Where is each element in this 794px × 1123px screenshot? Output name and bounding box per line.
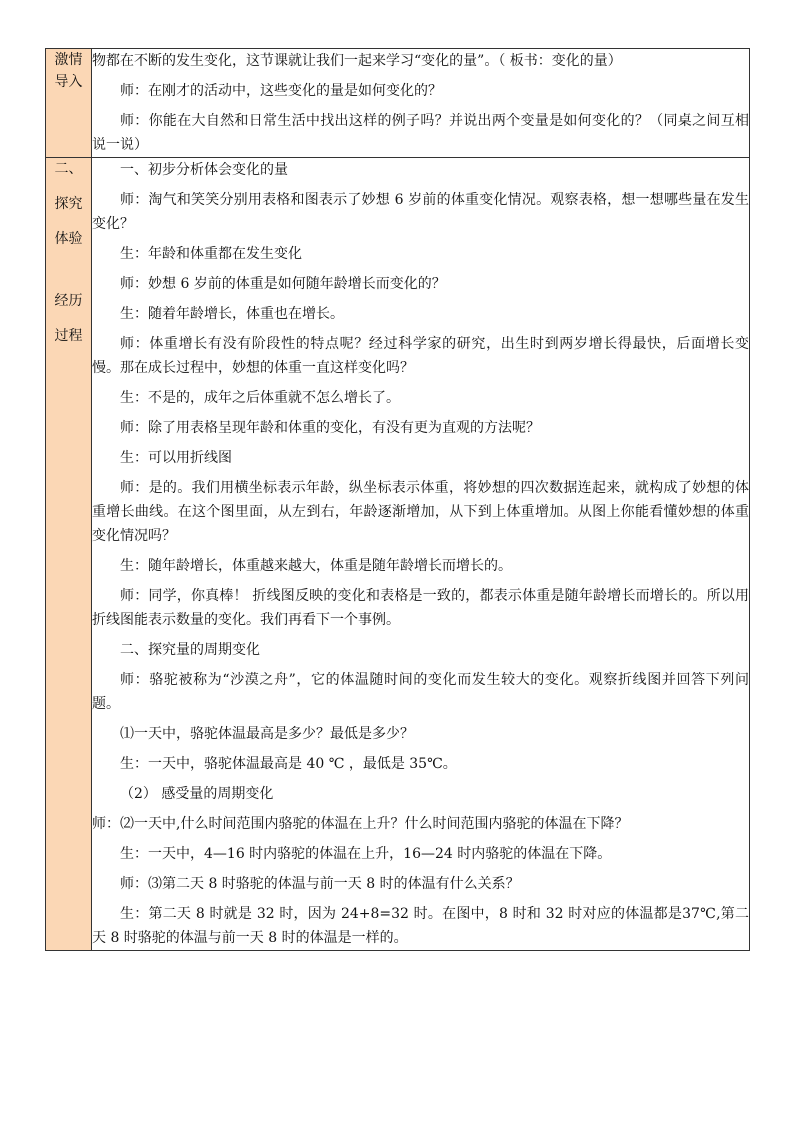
paragraph: 二、探究量的周期变化 (120, 642, 260, 658)
paragraph: 生：不是的，成年之后体重就不怎么增长了。 (120, 390, 400, 406)
section-label-intro (46, 49, 92, 158)
paragraph: 生：随着年龄增长，体重也在增长。 (120, 306, 344, 322)
paragraph: 师：妙想 6 岁前的体重是如何随年龄增长而变化的？ (120, 276, 446, 292)
paragraph: 生：一天中，骆驼体温最高是 40 ℃ ，最低是 35℃。 (120, 756, 457, 772)
paragraph: 师：同学，你真棒！ 折线图反映的变化和表格是一致的，都表示体重是随年龄增长而增长的。所以用折线图能表示数量的变化。我们再看下一个事例。 (92, 588, 749, 628)
label-line: 激情 (54, 52, 83, 68)
section-content-intro (92, 49, 750, 158)
paragraph: 师：淘气和笑笑分别用表格和图表示了妙想 6 岁前的体重变化情况。观察表格，想一想哪些量在发生变化？ (92, 192, 749, 232)
paragraph: 师：在刚才的活动中，这些变化的量是如何变化的？ (120, 83, 442, 99)
label-line: 二、 (54, 161, 83, 177)
label-line: 体验 (54, 231, 83, 247)
section-content-explore (92, 158, 750, 951)
label-line: 导入 (54, 74, 83, 90)
paragraph: 师：⑶第二天 8 时骆驼的体温与前一天 8 时的体温有什么关系？ (120, 876, 520, 892)
paragraph: 物都在不断的发生变化，这节课就让我们一起来学习“变化的量”。（ 板书：变化的量） (92, 53, 622, 69)
paragraph: 师：骆驼被称为“沙漠之舟”，它的体温随时间的变化而发生较大的变化。观察折线图并回答下列问题。 (92, 672, 749, 712)
section-label-explore (46, 158, 92, 951)
paragraph: 生：第二天 8 时就是 32 时，因为 24+8=32 时。在图中，8 时和 32 时对应的体温都是37℃,第二天 8 时骆驼的体温与前一天 8 时的体温是一样的。 (92, 906, 749, 946)
paragraph: 师：除了用表格呈现年龄和体重的变化，有没有更为直观的方法呢？ (120, 420, 540, 436)
paragraph: ⑴一天中，骆驼体温最高是多少？最低是多少？ (120, 726, 414, 742)
paragraph: 师：是的。我们用横坐标表示年龄，纵坐标表示体重，将妙想的四次数据连起来，就构成了妙想的体重增长曲线。在这个图里面，从左到右，年龄逐渐增加，从下到上体重增加。从图上你能看懂妙想的体重变化情况吗？ (92, 480, 749, 544)
label-line: 探究 (54, 196, 83, 212)
paragraph: 一、初步分析体会变化的量 (120, 162, 288, 178)
paragraph: 师：体重增长有没有阶段性的特点呢？经过科学家的研究，出生时到两岁增长得最快，后面增长变慢。那在成长过程中，妙想的体重一直这样变化吗？ (92, 336, 749, 376)
paragraph: 生：随年龄增长，体重越来越大，体重是随年龄增长而增长的。 (120, 558, 512, 574)
table-row-intro (46, 49, 750, 158)
label-spacer (46, 250, 91, 290)
paragraph: 生：年龄和体重都在发生变化 (120, 246, 302, 262)
label-line: 过程 (54, 328, 83, 344)
lesson-table (45, 48, 750, 951)
paragraph: 生：一天中，4—16 时内骆驼的体温在上升，16—24 时内骆驼的体温在下降。 (120, 846, 612, 862)
paragraph: 生：可以用折线图 (120, 450, 232, 466)
table-row-explore (46, 158, 750, 951)
paragraph: （2） 感受量的周期变化 (120, 786, 274, 802)
paragraph: 师：你能在大自然和日常生活中找出这样的例子吗？并说出两个变量是如何变化的？（同桌之间互相说一说） (92, 113, 749, 153)
paragraph: 师：⑵一天中,什么时间范围内骆驼的体温在上升？什么时间范围内骆驼的体温在下降？ (92, 816, 629, 832)
label-line: 经历 (54, 293, 83, 309)
